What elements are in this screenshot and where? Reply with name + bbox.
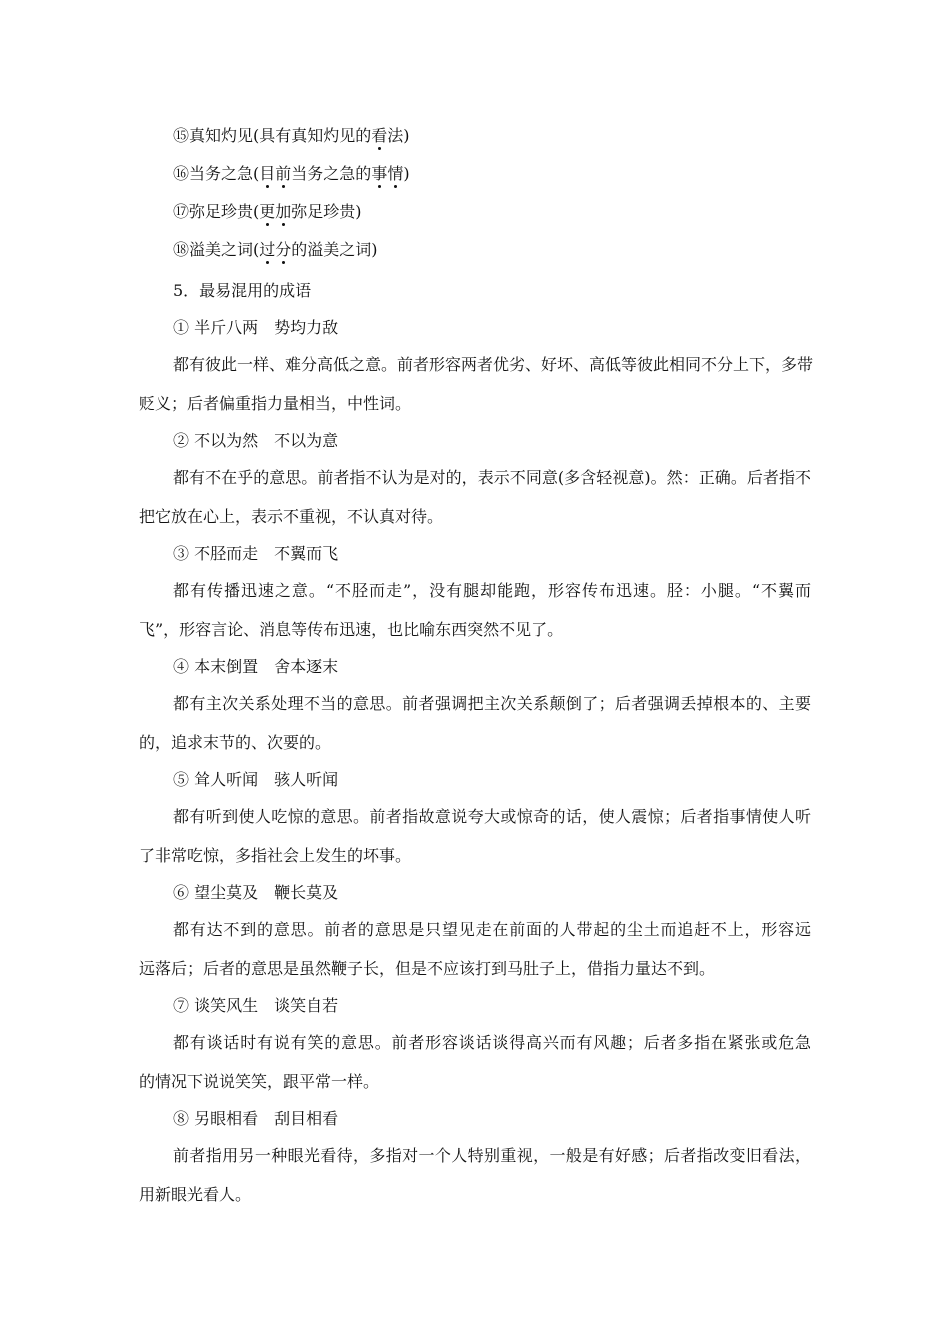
- pair-text-8-line-1: 前者指用另一种眼光看待，多指对一个人特别重视，一般是有好感；后者指改变旧看法，: [173, 1146, 811, 1165]
- emphasis-item-18: [173, 239, 845, 261]
- pair-text-2-line-1: 都有不在乎的意思。前者指不认为是对的，表示不同意(多含轻视意)。然：正确。后者指不: [173, 468, 811, 487]
- emphasis-item-15: [173, 125, 845, 147]
- item-text: 弥足珍贵(更加弥足珍贵): [189, 202, 362, 221]
- emphasis-item-16: [173, 163, 845, 185]
- pair-text-6-line-2: 远落后；后者的意思是虽然鞭子长，但是不应该打到马肚子上，借指力量达不到。: [139, 959, 716, 978]
- pair-label-8: ⑧ 另眼相看 刮目相看: [173, 1109, 339, 1128]
- pair-text-1-line-1: 都有彼此一样、难分高低之意。前者形容两者优劣、好坏、高低等彼此相同不分上下，多带: [173, 355, 814, 374]
- item-text: 真知灼见(具有真知灼见的看法): [189, 126, 410, 145]
- emphasis-item-17: [173, 201, 845, 223]
- pair-text-3-line-2: 飞”，形容言论、消息等传布迅速，也比喻东西突然不见了。: [139, 620, 564, 639]
- pair-text-1-line-2: 贬义；后者偏重指力量相当，中性词。: [139, 394, 412, 413]
- pair-text-3-line-1: 都有传播迅速之意。“不胫而走”，没有腿却能跑，形容传布迅速。胫：小腿。“不翼而: [173, 581, 811, 600]
- pair-text-6-line-1: 都有达不到的意思。前者的意思是只望见走在前面的人带起的尘土而追赶不上，形容远: [173, 920, 811, 939]
- pair-label-7: ⑦ 谈笑风生 谈笑自若: [173, 996, 339, 1015]
- section-title: 5．最易混用的成语: [173, 281, 312, 300]
- pair-label-5: ⑤ 耸人听闻 骇人听闻: [173, 770, 339, 789]
- pair-label-6: ⑥ 望尘莫及 鞭长莫及: [173, 883, 339, 902]
- pair-text-4-line-2: 的，追求末节的、次要的。: [139, 733, 332, 752]
- item-number: ⑮: [173, 126, 190, 145]
- pair-label-2: ② 不以为然 不以为意: [173, 431, 339, 450]
- pair-label-1: ① 半斤八两 势均力敌: [173, 318, 339, 337]
- item-number: ⑯: [173, 164, 190, 183]
- item-text: 溢美之词(过分的溢美之词): [189, 240, 378, 259]
- pair-text-5-line-2: 了非常吃惊，多指社会上发生的坏事。: [139, 846, 412, 865]
- pair-text-5-line-1: 都有听到使人吃惊的意思。前者指故意说夸大或惊奇的话，使人震惊；后者指事情使人听: [173, 807, 811, 826]
- item-text: 当务之急(目前当务之急的事情): [189, 164, 410, 183]
- item-number: ⑰: [173, 202, 190, 221]
- pair-text-4-line-1: 都有主次关系处理不当的意思。前者强调把主次关系颠倒了；后者强调丢掉根本的、主要: [173, 694, 811, 713]
- pair-text-7-line-2: 的情况下说说笑笑，跟平常一样。: [139, 1072, 380, 1091]
- pair-label-4: ④ 本末倒置 舍本逐末: [173, 657, 339, 676]
- item-number: ⑱: [173, 240, 190, 259]
- pair-text-8-line-2: 用新眼光看人。: [139, 1185, 252, 1204]
- pair-text-7-line-1: 都有谈话时有说有笑的意思。前者形容谈话谈得高兴而有风趣；后者多指在紧张或危急: [173, 1033, 811, 1052]
- pair-text-2-line-2: 把它放在心上，表示不重视，不认真对待。: [139, 507, 444, 526]
- pair-label-3: ③ 不胫而走 不翼而飞: [173, 544, 339, 563]
